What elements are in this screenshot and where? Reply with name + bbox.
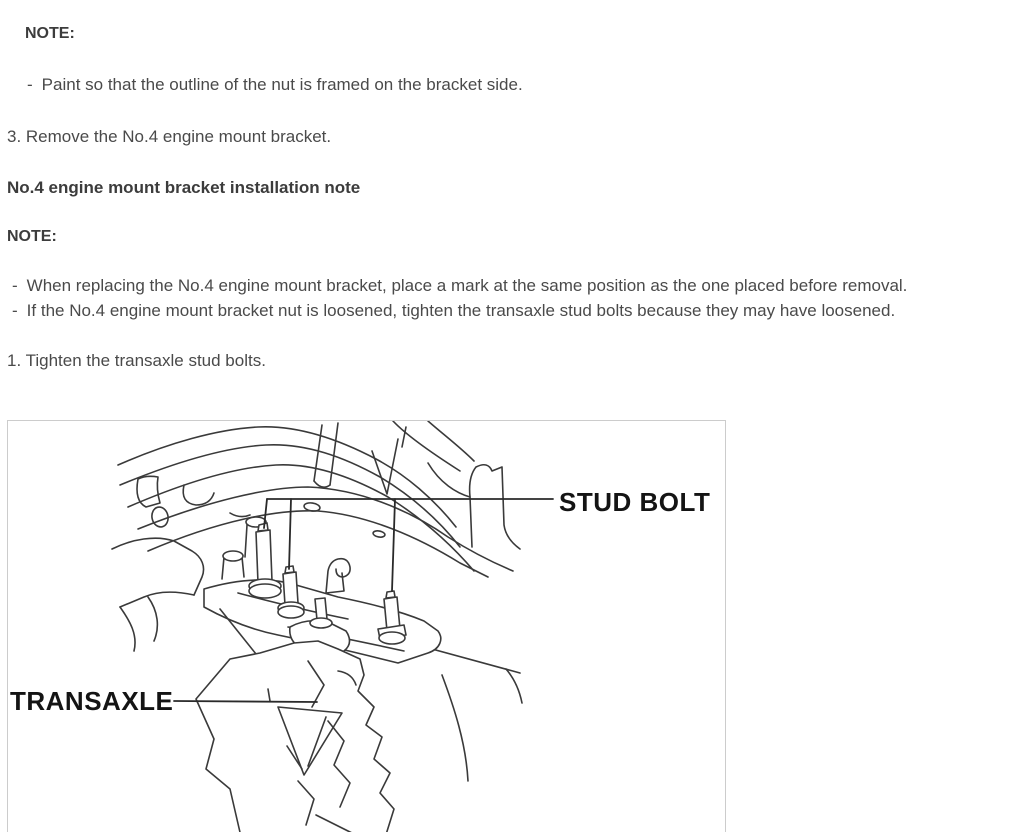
list-item [12,273,1010,298]
bullet-list [12,273,1010,323]
bullet-dash: - [12,276,18,295]
bullet-text: When replacing the No.4 engine mount bracket, place a mark at the same position as the one placed before removal. [26,276,908,295]
transaxle-stud-bolt-diagram [8,421,725,832]
note-block-installation [7,227,1010,323]
step-remove-bracket: 3. Remove the No.4 engine mount bracket. [7,127,332,146]
note-block-paint [25,24,1010,97]
bullet-text: Paint so that the outline of the nut is framed on the bracket side. [41,75,523,94]
bullet-list [27,72,1010,97]
transaxle-housing [196,641,394,832]
step-tighten-studs: 1. Tighten the transaxle stud bolts. [7,351,266,370]
bullet-dash: - [12,301,18,320]
stud-bolt-label: STUD BOLT [559,487,711,517]
list-item [12,298,1010,323]
frame-rails [118,423,513,577]
transaxle-label: TRANSAXLE [10,686,174,716]
note-label: NOTE: [25,25,75,42]
figure-box [7,420,726,832]
bullet-dash: - [27,75,33,94]
body-panel [393,421,522,781]
list-item [27,72,1010,97]
note-label: NOTE: [7,228,57,245]
section-heading: No.4 engine mount bracket installation note [7,178,361,197]
bullet-text: If the No.4 engine mount bracket nut is loosened, tighten the transaxle stud bolts because they may have loosened. [26,301,896,320]
